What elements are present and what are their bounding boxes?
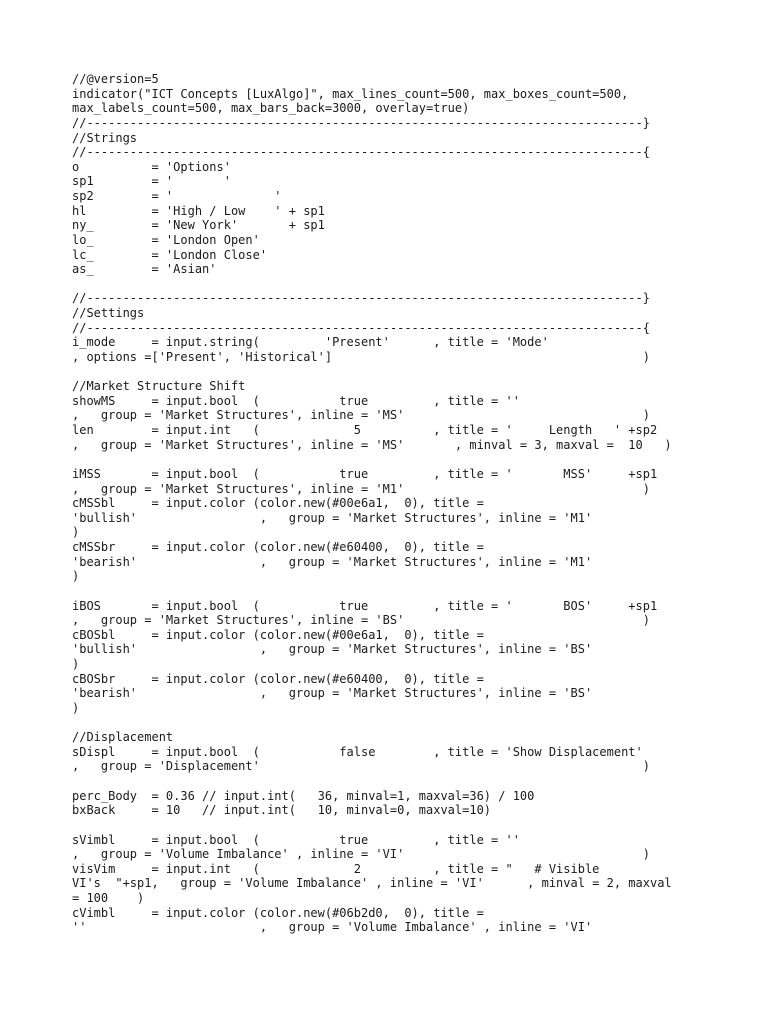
code-line: o = 'Options' bbox=[72, 159, 231, 174]
code-line: , options =['Present', 'Historical'] ) bbox=[72, 349, 650, 364]
code-line: //Settings bbox=[72, 306, 145, 320]
code-line: 'bullish' , group = 'Market Structures', inline = 'BS' bbox=[72, 642, 593, 657]
code-line: //-----------------------------------------------------------------------------{ bbox=[72, 145, 650, 160]
code-line: len = input.int ( 5 , title = ' Length ' +sp2 bbox=[72, 423, 658, 437]
code-line: sp2 = ' ' bbox=[72, 189, 282, 203]
code-line: , group = 'Market Structures', inline = 'BS' ) bbox=[72, 613, 650, 628]
code-line: sDispl = input.bool ( false , title = 'Show Displacement' bbox=[72, 744, 643, 759]
code-line: as_ = 'Asian' bbox=[72, 262, 217, 277]
code-line: visVim = input.int ( 2 , title = " # Visible bbox=[72, 861, 600, 876]
code-line: 'bullish' , group = 'Market Structures', inline = 'M1' bbox=[72, 510, 593, 525]
code-line: hl = 'High / Low ' + sp1 bbox=[72, 203, 325, 218]
code-line: , group = 'Market Structures', inline = 'M1' ) bbox=[72, 481, 650, 496]
code-line: 'bearish' , group = 'Market Structures', inline = 'M1' bbox=[72, 554, 593, 569]
code-line: lo_ = 'London Open' bbox=[72, 232, 260, 247]
code-line: ) bbox=[72, 569, 80, 584]
code-line: , group = 'Market Structures', inline = 'MS' , minval = 3, maxval = 10 ) bbox=[72, 437, 672, 452]
code-line: , group = 'Displacement' ) bbox=[72, 759, 650, 774]
code-line: cVimbl = input.color (color.new(#06b2d0, 0), title = bbox=[72, 905, 484, 920]
code-line bbox=[72, 818, 712, 833]
code-line: cMSSbl = input.color (color.new(#00e6a1, 0), title = bbox=[72, 496, 484, 511]
code-line: ) bbox=[72, 700, 80, 715]
code-line bbox=[72, 365, 712, 380]
code-line: max_labels_count=500, max_bars_back=3000, overlay=true) bbox=[72, 101, 470, 116]
code-line: lc_ = 'London Close' bbox=[72, 247, 268, 262]
code-line bbox=[72, 584, 712, 599]
code-line: //Strings bbox=[72, 130, 138, 145]
code-line: //-----------------------------------------------------------------------------{ bbox=[72, 320, 650, 335]
code-line: iMSS = input.bool ( true , title = ' MSS' +sp1 bbox=[72, 466, 658, 481]
code-line: perc_Body = 0.36 // input.int( 36, minval=1, maxval=36) / 100 bbox=[72, 788, 535, 803]
code-line: //@version=5 bbox=[72, 72, 159, 86]
code-line: sVimbl = input.bool ( true , title = '' bbox=[72, 832, 520, 847]
code-listing bbox=[72, 72, 712, 935]
document-page bbox=[72, 72, 712, 935]
code-line: = 100 ) bbox=[72, 891, 145, 905]
code-line bbox=[72, 716, 712, 731]
code-line: //Displacement bbox=[72, 730, 174, 745]
code-line: , group = 'Volume Imbalance' , inline = 'VI' ) bbox=[72, 847, 650, 862]
code-line: cMSSbr = input.color (color.new(#e60400, 0), title = bbox=[72, 540, 484, 554]
code-line: ) bbox=[72, 525, 80, 540]
code-line: iBOS = input.bool ( true , title = ' BOS' +sp1 bbox=[72, 598, 658, 613]
code-line: , group = 'Market Structures', inline = 'MS' ) bbox=[72, 408, 650, 423]
code-line: ny_ = 'New York' + sp1 bbox=[72, 218, 325, 233]
code-line bbox=[72, 452, 712, 467]
code-line: ) bbox=[72, 657, 80, 671]
code-line: sp1 = ' ' bbox=[72, 174, 231, 189]
code-line: //-----------------------------------------------------------------------------} bbox=[72, 115, 650, 130]
code-line: //-----------------------------------------------------------------------------} bbox=[72, 291, 650, 306]
code-line: bxBack = 10 // input.int( 10, minval=0, maxval=10) bbox=[72, 803, 492, 818]
code-line: 'bearish' , group = 'Market Structures', inline = 'BS' bbox=[72, 686, 593, 701]
code-line: showMS = input.bool ( true , title = '' bbox=[72, 393, 520, 408]
code-line bbox=[72, 277, 712, 292]
code-line: '' , group = 'Volume Imbalance' , inline = 'VI' bbox=[72, 920, 593, 935]
code-line bbox=[72, 774, 712, 789]
code-line: i_mode = input.string( 'Present' , title = 'Mode' bbox=[72, 335, 549, 350]
code-line: indicator("ICT Concepts [LuxAlgo]", max_lines_count=500, max_boxes_count=500, bbox=[72, 86, 629, 101]
code-line: cBOSbl = input.color (color.new(#00e6a1, 0), title = bbox=[72, 627, 484, 642]
code-line: cBOSbr = input.color (color.new(#e60400, 0), title = bbox=[72, 671, 484, 686]
code-line: //Market Structure Shift bbox=[72, 379, 246, 394]
code-line: VI's "+sp1, group = 'Volume Imbalance' , inline = 'VI' , minval = 2, maxval bbox=[72, 876, 672, 891]
